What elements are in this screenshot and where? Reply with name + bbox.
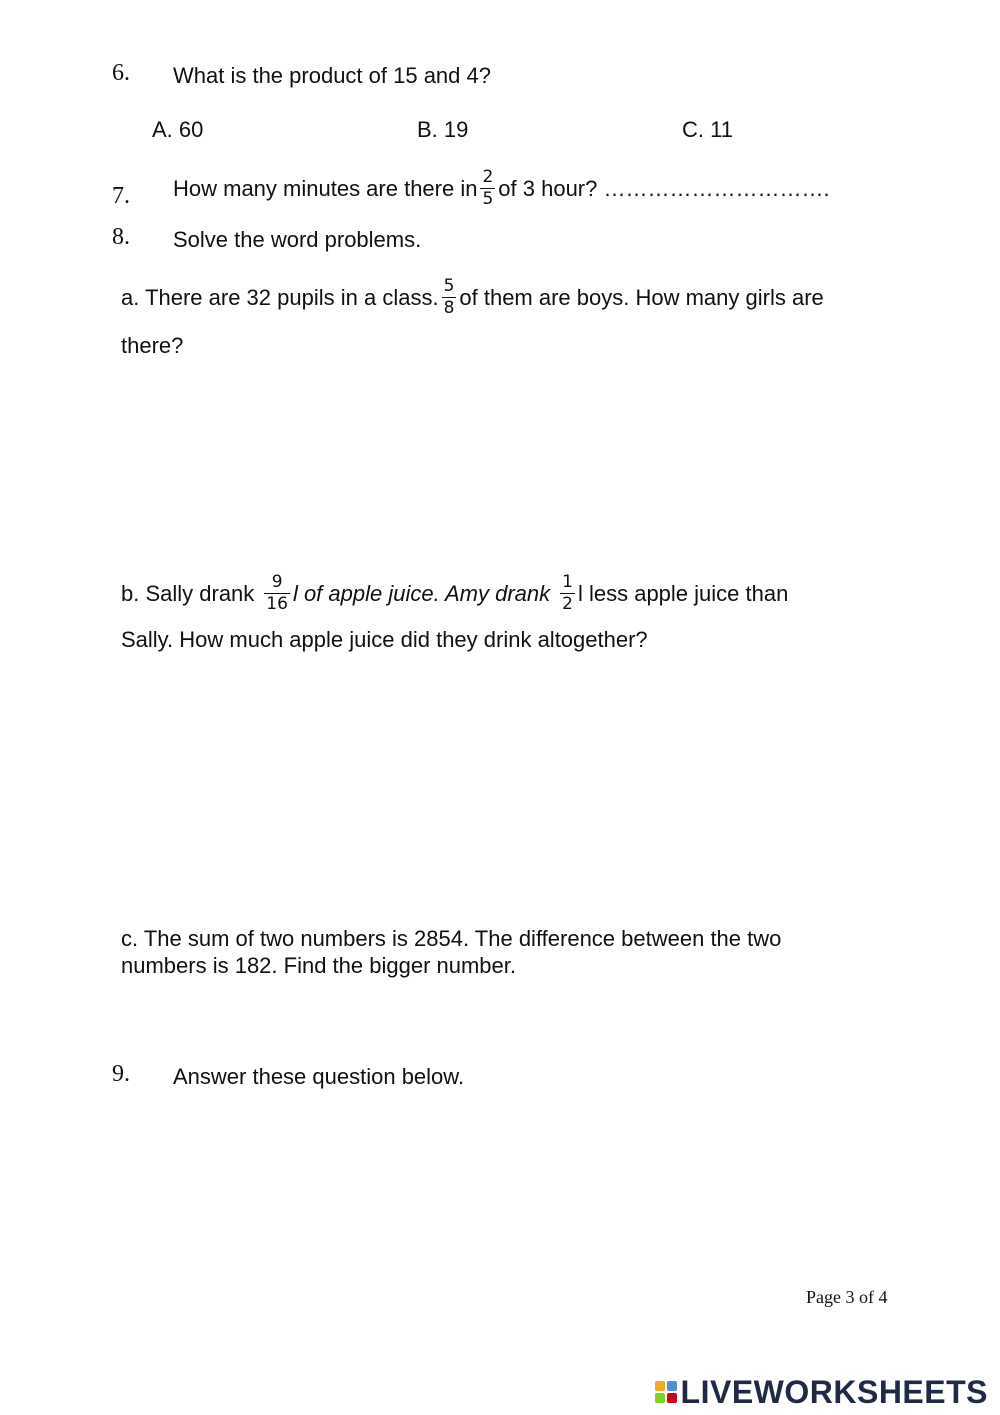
problem-b-line-1	[121, 573, 788, 614]
problem-b-fraction-1	[264, 573, 290, 614]
problem-a-fraction	[442, 277, 457, 318]
problem-a-fraction-denominator: 8	[443, 298, 455, 318]
liveworksheets-logo-text: LIVEWORKSHEETS	[680, 1373, 988, 1410]
question-7-line	[173, 168, 830, 209]
question-6-text: What is the product of 15 and 4?	[173, 63, 491, 88]
logo-square-i	[667, 1381, 677, 1391]
question-6-option-b[interactable]: B. 19	[417, 117, 469, 142]
question-7-fraction-denominator: 5	[482, 189, 494, 209]
liveworksheets-logo[interactable]	[655, 1372, 988, 1412]
problem-a-text-after: of them are boys. How many girls are	[459, 284, 824, 310]
liveworksheets-logo-icon	[655, 1381, 677, 1403]
logo-square-l	[655, 1381, 665, 1391]
problem-b-fraction-1-denominator: 16	[266, 594, 288, 614]
problem-a-fraction-numerator: 5	[443, 276, 455, 296]
problem-b-fraction-1-numerator: 9	[264, 573, 290, 594]
question-7-text-before: How many minutes are there in	[173, 175, 478, 201]
problem-c-line-1: c. The sum of two numbers is 2854. The difference between the two	[121, 926, 782, 951]
question-6-number: 6.	[112, 60, 130, 86]
problem-b-text-after: l less apple juice than	[577, 580, 789, 606]
question-7-text-after[interactable]: of 3 hour? ………………………….	[498, 175, 830, 201]
question-8-number: 8.	[112, 224, 130, 250]
page-number: Page 3 of 4	[806, 1287, 888, 1307]
question-6-option-c[interactable]: C. 11	[682, 117, 733, 142]
question-7-fraction	[480, 168, 495, 209]
problem-b-fraction-2-numerator: 1	[562, 572, 573, 592]
logo-square-e	[667, 1393, 677, 1403]
problem-b-line-2: Sally. How much apple juice did they drink altogether?	[121, 627, 648, 652]
problem-a-text-before: a. There are 32 pupils in a class.	[121, 284, 439, 310]
logo-square-v	[655, 1393, 665, 1403]
question-9-number: 9.	[112, 1061, 130, 1087]
problem-b-text-before: b. Sally drank	[121, 580, 255, 606]
question-7-fraction-numerator: 2	[482, 167, 494, 187]
question-8-text: Solve the word problems.	[173, 227, 422, 252]
problem-b-fraction-2-denominator: 2	[562, 594, 573, 614]
problem-b-text-middle: l of apple juice. Amy drank	[292, 580, 551, 606]
question-6-option-a[interactable]: A. 60	[152, 117, 204, 142]
question-7-number: 7.	[112, 183, 130, 209]
problem-a-line-2: there?	[121, 333, 184, 358]
problem-a-line-1	[121, 277, 824, 318]
problem-b-fraction-2	[560, 573, 575, 614]
problem-c-line-2: numbers is 182. Find the bigger number.	[121, 953, 517, 978]
question-9-text: Answer these question below.	[173, 1064, 465, 1089]
